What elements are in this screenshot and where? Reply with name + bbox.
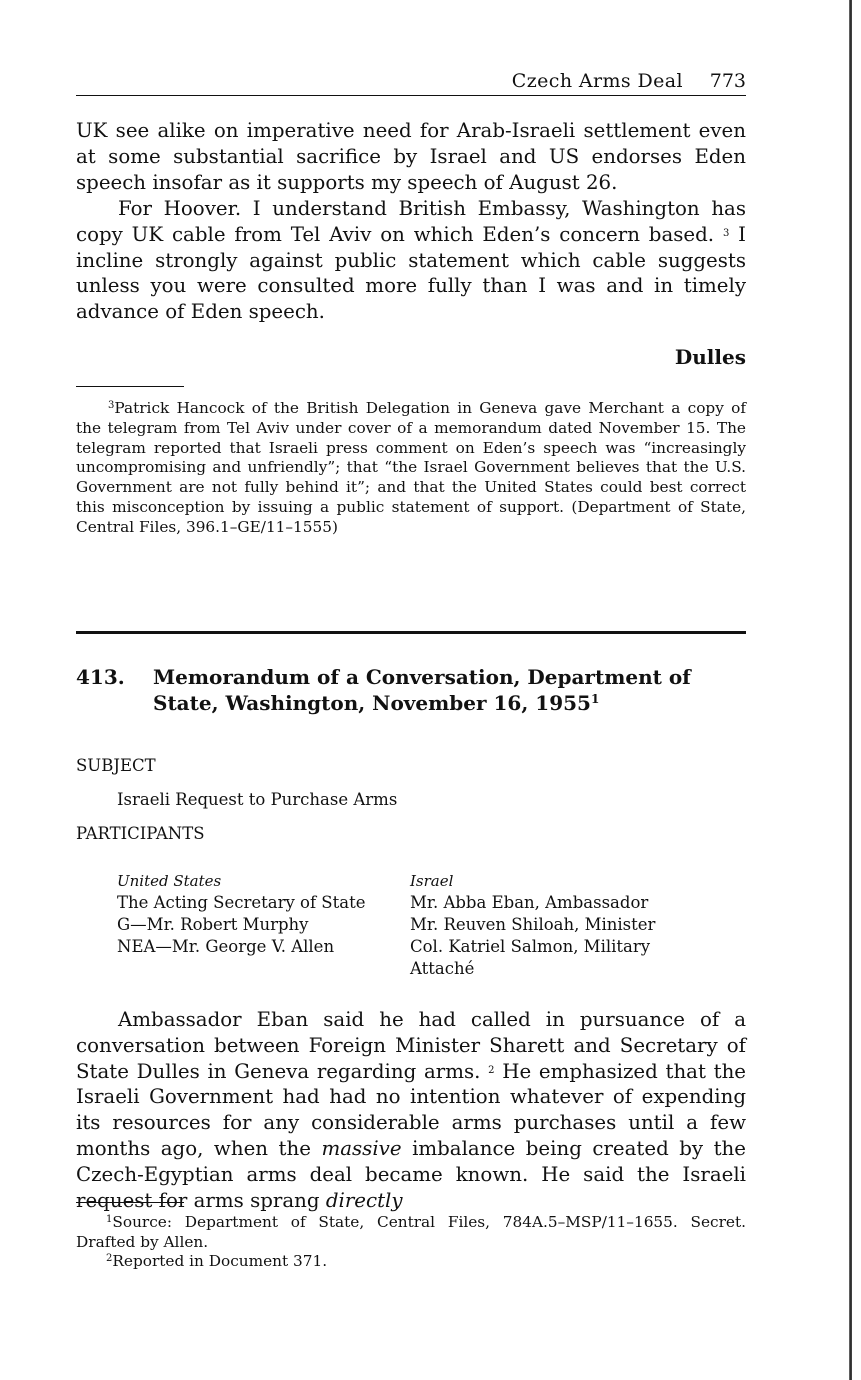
paragraph-for-hoover-text-a: For Hoover. I understand British Embassy, Washington has copy UK cable from Tel Aviv on which Eden’s concern based.: [76, 197, 746, 246]
main-text-part-3: imbalance being created by the Czech-Egyptian arms deal became known. He said the Israeli request for arms sprang: [76, 1136, 746, 1212]
footnote-ref-3: 3: [722, 227, 730, 239]
footnote-1-text: Source: Department of State, Central Files, 784A.5–MSP/11–1655. Secret. Drafted by Allen.: [76, 1213, 746, 1251]
us-participant: The Acting Secretary of State: [117, 893, 366, 912]
main-text-part-1: Ambassador Eban said he had called in pursuance of a conversation between Foreign Minister Sharett and Secretary of State Dulles in Geneva regarding arms.: [76, 1008, 746, 1083]
participants-us-column: [117, 870, 365, 958]
us-participant: G—Mr. Robert Murphy: [117, 915, 309, 934]
footnote-3-text: Patrick Hancock of the British Delegation in Geneva gave Merchant a copy of the telegram from Tel Aviv under cover of a memorandum dated November 15. The telegram reported that Israeli press comment on Eden’s speech was “increasingly uncompromising and unfriendly”; that “the Israel Government believes that the U.S. Government are not fully behind it”; and that the United States could best correct this misconception by issuing a public statement of support. (Department of State, Central Files, 396.1–GE/11–1555): [76, 399, 746, 536]
document-title: [153, 664, 753, 716]
main-text-part-2: He emphasized that the Israeli Government had had no intention whatever of expending its resources for any considerable arms purchases until a few months ago, when the: [76, 1059, 747, 1160]
participants-label: PARTICIPANTS: [76, 824, 205, 843]
subject-label: SUBJECT: [76, 756, 156, 775]
footnote-2-text: Reported in Document 371.: [112, 1252, 328, 1270]
footnote-ref-2: 2: [488, 1064, 495, 1076]
signature: Dulles: [674, 345, 746, 369]
us-participant: NEA—Mr. George V. Allen: [117, 937, 335, 956]
footnote-2-marker: 2: [106, 1253, 113, 1264]
emphasis-directly: directly: [325, 1188, 403, 1212]
israel-heading: Israel: [410, 872, 454, 890]
footnote-divider-top: [76, 386, 184, 387]
participants-israel-column: [410, 870, 655, 980]
paragraph-uk-see-alike: UK see alike on imperative need for Arab-Israeli settlement even at some substantial sacrifice by Israel and US endorses Eden speech insofar as it supports my speech of August 26.: [76, 119, 746, 194]
footnote-1: [76, 1213, 746, 1253]
emphasis-massive: massive: [321, 1136, 402, 1160]
paragraph-for-hoover-text-b: I incline strongly against public statement which cable suggests unless you were consulted more fully than I was and in timely advance of Eden speech.: [76, 222, 746, 324]
israel-participant: Col. Katriel Salmon, Military: [410, 937, 651, 956]
scan-edge: [849, 0, 852, 1380]
footnote-2: [76, 1252, 746, 1272]
us-heading: United States: [117, 872, 222, 890]
footnote-1-marker: 1: [106, 1214, 113, 1225]
israel-participant: Mr. Abba Eban, Ambassador: [410, 893, 649, 912]
document-title-text: Memorandum of a Conversation, Department of State, Washington, November 16, 1955: [153, 665, 691, 715]
subject-text: Israeli Request to Purchase Arms: [117, 790, 398, 809]
paragraph-for-hoover: [76, 196, 746, 325]
document-separator: [76, 631, 746, 634]
footnote-ref-1: 1: [590, 692, 600, 706]
running-header: [76, 68, 746, 96]
document-number: 413.: [76, 665, 125, 689]
israel-participant: Attaché: [410, 959, 475, 978]
israel-participant: Mr. Reuven Shiloah, Minister: [410, 915, 656, 934]
paragraph-ambassador-eban: [76, 1007, 746, 1213]
page-number: 773: [709, 70, 746, 92]
footnote-divider-bottom: [76, 1202, 184, 1203]
footnote-3-marker: 3: [108, 400, 115, 411]
footnote-3: [76, 399, 746, 538]
running-title: Czech Arms Deal: [511, 70, 683, 92]
